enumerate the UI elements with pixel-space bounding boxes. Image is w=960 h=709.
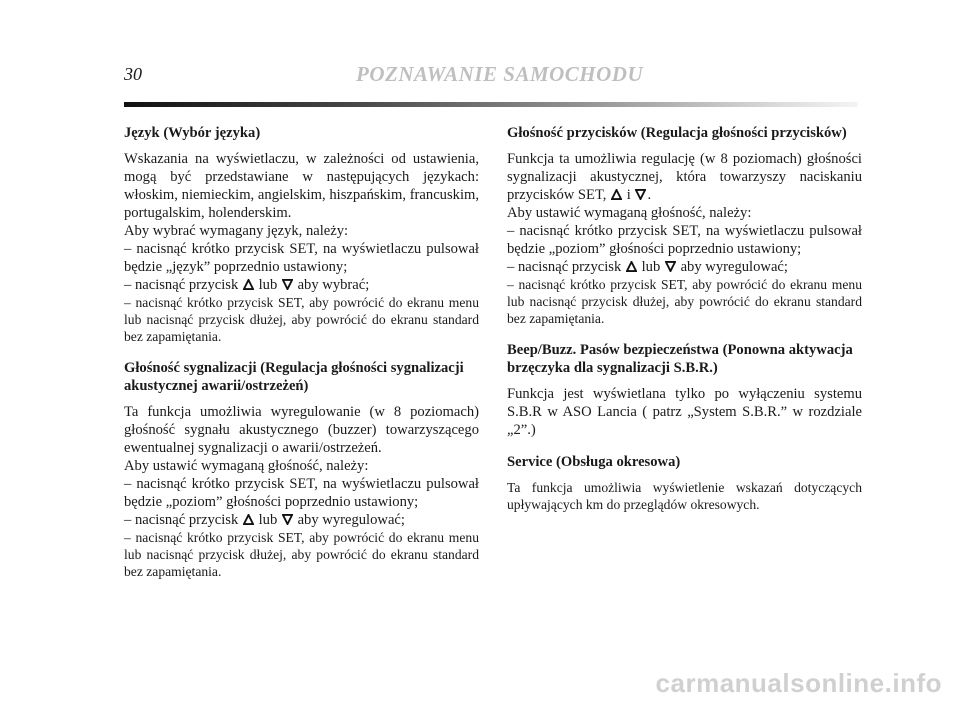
- text: aby wyregulować;: [297, 512, 405, 528]
- text: – nacisnąć przycisk: [507, 259, 622, 275]
- paragraph: – nacisnąć krótko przycisk SET, aby powrócić do ekranu menu lub nacisnąć przycisk dłużej, aby powrócić do ekranu standard bez zapamiętania.: [124, 530, 479, 579]
- page-header: [124, 62, 858, 112]
- heading-language: Język (Wybór języka): [124, 125, 261, 141]
- triangle-up-icon: [243, 514, 254, 525]
- right-column: [507, 124, 862, 513]
- page-number: 30: [124, 64, 142, 84]
- triangle-down-icon: [635, 189, 646, 200]
- triangle-down-icon: [665, 261, 676, 272]
- text: i: [626, 187, 631, 203]
- heading-signal-volume: Głośność sygnalizacji (Regulacja głośności sygnalizacji akustycznej awarii/ostrzeżeń): [124, 360, 464, 394]
- triangle-down-icon: [282, 514, 293, 525]
- triangle-up-icon: [611, 189, 622, 200]
- header-rule: [124, 102, 858, 107]
- paragraph: [124, 276, 479, 294]
- text: .: [647, 187, 652, 203]
- text: aby wybrać;: [297, 277, 370, 293]
- paragraph: Aby wybrać wymagany język, należy:: [124, 223, 349, 239]
- watermark: carmanualsonline.info: [655, 668, 942, 698]
- paragraph: – nacisnąć krótko przycisk SET, na wyświetlaczu pulsował będzie „poziom” głośności poprzednio ustawiony;: [124, 476, 479, 510]
- paragraph: [124, 511, 479, 529]
- paragraph: Funkcja jest wyświetlana tylko po wyłączeniu systemu S.B.R w ASO Lancia ( patrz „System S.B.R.” w rozdziale „2”.): [507, 386, 862, 438]
- text: Funkcja ta umożliwia regulację (w 8 poziomach) głośności sygnalizacji akustycznej, która towarzyszy naciskaniu przycisków SET,: [507, 151, 862, 203]
- text: lub: [258, 512, 278, 528]
- paragraph: Wskazania na wyświetlaczu, w zależności od ustawienia, mogą być przedstawiane w następujących językach: włoskim, niemieckim, angielskim, hiszpańskim, francuskim, portugalskim, holenderskim.: [124, 151, 479, 221]
- heading-button-volume: Głośność przycisków (Regulacja głośności przycisków): [507, 125, 847, 141]
- paragraph: [507, 258, 862, 276]
- section-title: POZNAWANIE SAMOCHODU: [356, 62, 644, 86]
- text: – nacisnąć przycisk: [124, 277, 239, 293]
- paragraph: Aby ustawić wymaganą głośność, należy:: [124, 458, 369, 474]
- paragraph: [507, 150, 862, 204]
- triangle-up-icon: [626, 261, 637, 272]
- paragraph: – nacisnąć krótko przycisk SET, aby powrócić do ekranu menu lub nacisnąć przycisk dłużej, aby powrócić do ekranu standard bez zapamiętania.: [507, 277, 862, 326]
- heading-seatbelt-buzzer: Beep/Buzz. Pasów bezpieczeństwa (Ponowna aktywacja brzęczyka dla sygnalizacji S.B.R.): [507, 342, 853, 376]
- paragraph: – nacisnąć krótko przycisk SET, aby powrócić do ekranu menu lub nacisnąć przycisk dłużej, aby powrócić do ekranu standard bez zapamiętania.: [124, 295, 479, 344]
- text: – nacisnąć przycisk: [124, 512, 239, 528]
- text: aby wyregulować;: [680, 259, 788, 275]
- heading-service: Service (Obsługa okresowa): [507, 454, 681, 470]
- triangle-up-icon: [243, 279, 254, 290]
- paragraph: Ta funkcja umożliwia wyregulowanie (w 8 poziomach) głośność sygnału akustycznego (buzzer) towarzyszącego ewentualnej sygnalizacji o awarii/ostrzeżeń.: [124, 404, 479, 456]
- text: lub: [641, 259, 661, 275]
- paragraph: Aby ustawić wymaganą głośność, należy:: [507, 205, 752, 221]
- paragraph: – nacisnąć krótko przycisk SET, na wyświetlaczu pulsował będzie „język” poprzednio ustawiony;: [124, 241, 479, 275]
- paragraph: Ta funkcja umożliwia wyświetlenie wskazań dotyczących upływających km do przeglądów okresowych.: [507, 480, 862, 512]
- paragraph: – nacisnąć krótko przycisk SET, na wyświetlaczu pulsował będzie „poziom” głośności poprzednio ustawiony;: [507, 223, 862, 257]
- triangle-down-icon: [282, 279, 293, 290]
- left-column: [124, 124, 479, 580]
- text: lub: [258, 277, 278, 293]
